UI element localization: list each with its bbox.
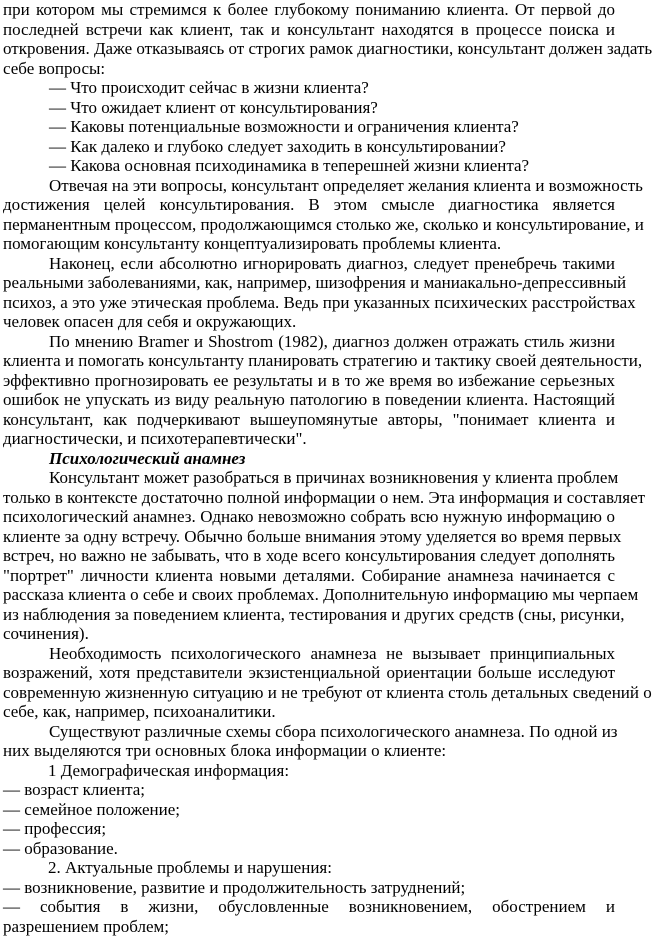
question-item: — Что ожидает клиент от консультирования? — [0, 98, 620, 118]
text-line: Консультант может разобраться в причинах возникновения у клиента проблем — [0, 468, 620, 488]
text-line: себе, как, например, психоаналитики. — [0, 702, 620, 722]
list-item: — профессия; — [0, 819, 620, 839]
list-item: — события в жизни, обусловленные возникновением, обострением и — [0, 897, 620, 917]
text-line: них выделяются три основных блока информации о клиенте: — [0, 741, 620, 761]
text-line: помогающим консультанту концептуализировать проблемы клиента. — [0, 234, 620, 254]
list-heading: 1 Демографическая информация: — [0, 761, 620, 781]
text-line: возражений, хотя представители экзистенциальной ориентации больше исследуют — [0, 663, 620, 683]
list-heading: 2. Актуальные проблемы и нарушения: — [0, 858, 620, 878]
text-line: эффективно прогнозировать ее результаты и в то же время во избежание серьезных — [0, 371, 620, 391]
text-line: перманентным процессом, продолжающимся столько же, сколько и консультирование, и — [0, 215, 620, 235]
text-line: современную жизненную ситуацию и не требуют от клиента столь детальных сведений о — [0, 683, 620, 703]
text-line: клиента и помогать консультанту планировать стратегию и тактику своей деятельности, — [0, 351, 620, 371]
text-line: Отвечая на эти вопросы, консультант определяет желания клиента и возможность — [0, 176, 620, 196]
text-line: встреч, но важно не забывать, что в ходе всего консультирования следует дополнять — [0, 546, 620, 566]
text-line: достижения целей консультирования. В этом смысле диагностика является — [0, 195, 620, 215]
text-line: "портрет" личности клиента новыми деталями. Собирание анамнеза начинается с — [0, 566, 620, 586]
question-item: — Какова основная психодинамика в теперешней жизни клиента? — [0, 156, 620, 176]
text-line: рассказа клиента о себе и своих проблемах. Дополнительную информацию мы черпаем — [0, 585, 620, 605]
text-line: психоз, а это уже этическая проблема. Ведь при указанных психических расстройствах — [0, 293, 620, 313]
question-item: — Как далеко и глубоко следует заходить в консультировании? — [0, 137, 620, 157]
text-line: Наконец, если абсолютно игнорировать диагноз, следует пренебречь такими — [0, 254, 620, 274]
text-line: последней встречи как клиент, так и консультант находятся в процессе поиска и — [0, 20, 620, 40]
text-line: клиенте за одну встречу. Обычно больше внимания этому уделяется во время первых — [0, 527, 620, 547]
text-line: только в контексте достаточно полной информации о нем. Эта информация и составляет — [0, 488, 620, 508]
section-heading: Психологический анамнез — [0, 449, 620, 469]
question-item: — Что происходит сейчас в жизни клиента? — [0, 78, 620, 98]
list-item: разрешением проблем; — [0, 917, 620, 936]
text-line: сочинения). — [0, 624, 620, 644]
text-line: из наблюдения за поведением клиента, тестирования и других средств (сны, рисунки, — [0, 605, 620, 625]
list-item: — семейное положение; — [0, 800, 620, 820]
question-item: — Каковы потенциальные возможности и ограничения клиента? — [0, 117, 620, 137]
text-line: По мнению Bramer и Shostrom (1982), диагноз должен отражать стиль жизни — [0, 332, 620, 352]
text-line: реальными заболеваниями, как, например, шизофрения и маниакально-депрессивный — [0, 273, 620, 293]
list-item: — образование. — [0, 839, 620, 859]
text-line: Необходимость психологического анамнеза не вызывает принципиальных — [0, 644, 620, 664]
text-line: откровения. Даже отказываясь от строгих рамок диагностики, консультант должен задать — [0, 39, 620, 59]
text-line: консультант, как подчеркивают вышеупомянутые авторы, "понимает клиента и — [0, 410, 620, 430]
text-line: Существуют различные схемы сбора психологического анамнеза. По одной из — [0, 722, 620, 742]
text-line: ошибок не упускать из виду реальную патологию в поведении клиента. Настоящий — [0, 390, 620, 410]
list-item: — возраст клиента; — [0, 780, 620, 800]
text-line: себе вопросы: — [0, 59, 620, 79]
text-line: при котором мы стремимся к более глубокому пониманию клиента. От первой до — [0, 0, 620, 20]
list-item: — возникновение, развитие и продолжительность затруднений; — [0, 878, 620, 898]
text-line: диагностически, и психотерапевтически". — [0, 429, 620, 449]
text-line: психологический анамнез. Однако невозможно собрать всю нужную информацию о — [0, 507, 620, 527]
text-line: человек опасен для себя и окружающих. — [0, 312, 620, 332]
